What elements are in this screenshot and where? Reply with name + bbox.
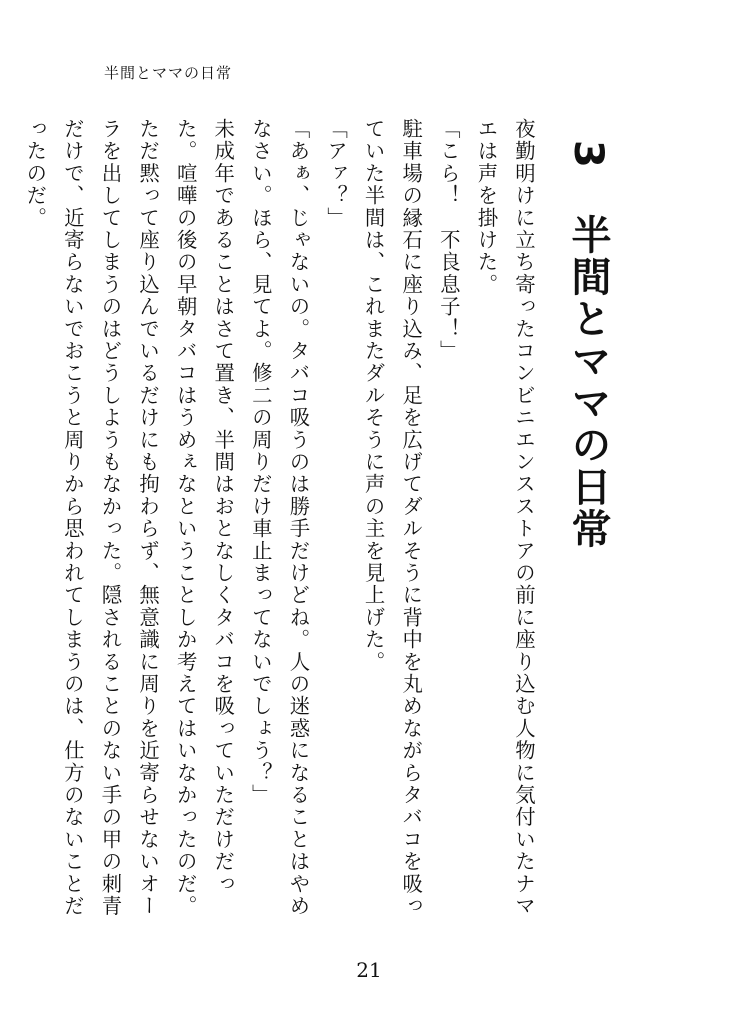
paragraph: 駐車場の縁石に座り込み、足を広げてダルそうに背中を丸めながらタバコを吸っていた半間は、これまたダルそうに声の主を見上げた。 xyxy=(361,118,424,918)
dialogue-line: 「こら！ 不良息子！」 xyxy=(436,118,461,363)
dialogue-line: 「アァ？」 xyxy=(324,118,349,229)
body-text xyxy=(23,118,542,918)
chapter-number: 3 xyxy=(565,140,611,170)
page-number: 21 xyxy=(356,958,382,982)
chapter-title: 半間とママの日常 xyxy=(565,213,611,550)
dialogue-line: 「あぁ、じゃないの。タバコ吸うのは勝手だけどね。人の迷惑になることはやめなさい。ほら、見てよ。修二の周りだけ車止まってないでしょう？」 xyxy=(248,118,311,918)
paragraph: 未成年であることはさて置き、半間はおとなしくタバコを吸っていただけだった。喧嘩の後の早朝タバコはうめぇなということしか考えてはいなかったのだ。ただ黙って座り込んでいるだけにも拘わらず、無意識に周りを近寄らせないオーラを出してしまうのはどうしようもなかった。隠されることのない手の甲の刺青だけで、近寄らないでおこうと周りから思われてしまうのは、仕方のないことだったのだ。 xyxy=(23,118,236,918)
running-head: 半間とママの日常 xyxy=(104,64,233,82)
chapter-heading xyxy=(556,140,620,550)
paragraph: 夜勤明けに立ち寄ったコンビニエンスストアの前に座り込む人物に気付いたナマエは声を掛けた。 xyxy=(474,118,536,918)
